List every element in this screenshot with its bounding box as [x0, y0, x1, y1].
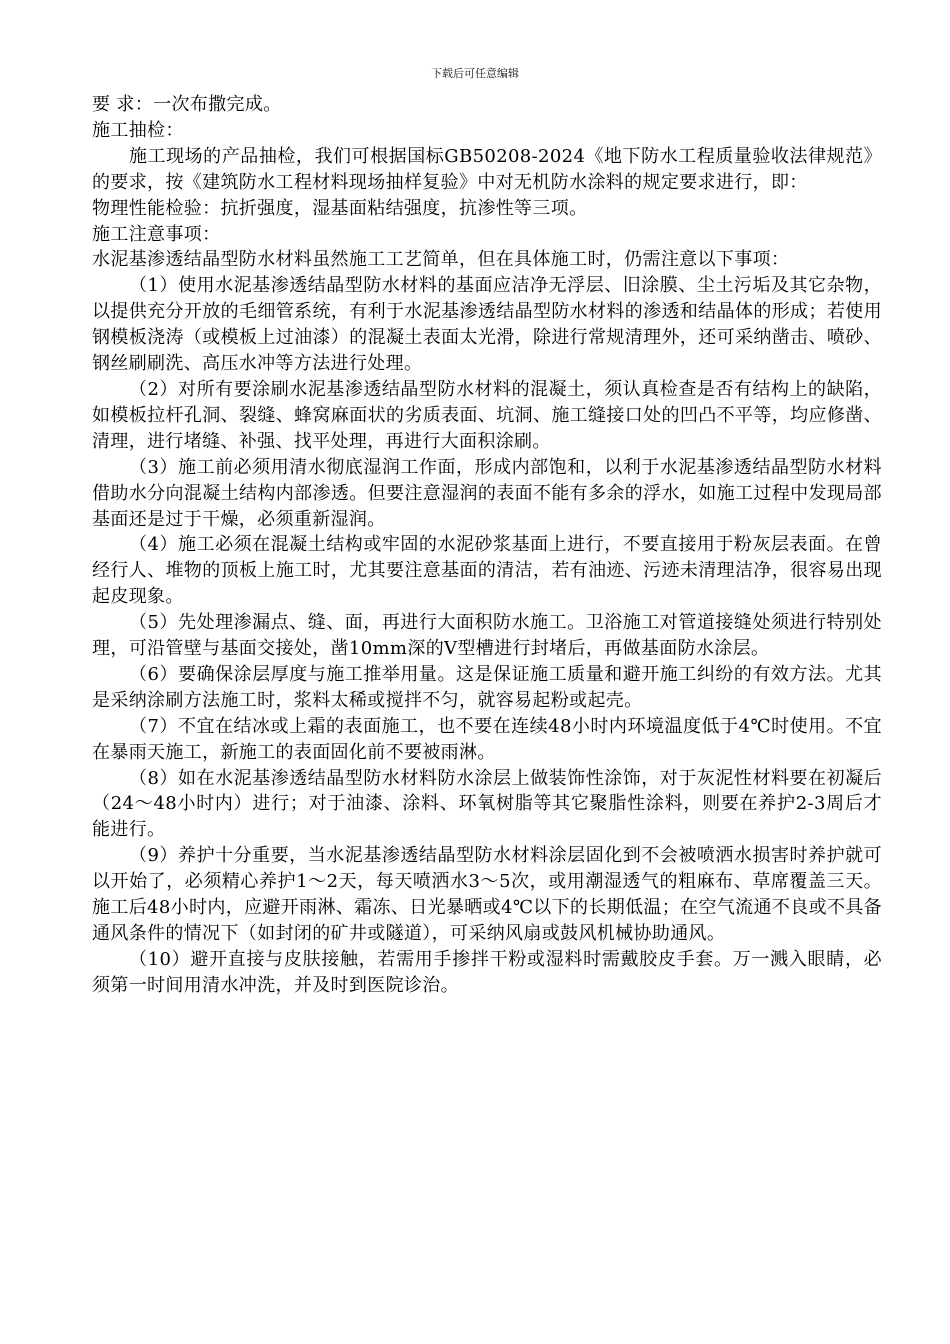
note-item-10: （10）避开直接与皮肤接触，若需用手掺拌干粉或湿料时需戴胶皮手套。万一溅入眼睛，必须第一时间用清水冲洗，并及时到医院诊治。	[92, 948, 882, 996]
note-item-6: （6）要确保涂层厚度与施工推举用量。这是保证施工质量和避开施工纠纷的有效方法。尤其是采纳涂刷方法施工时，浆料太稀或搅拌不匀，就容易起粉或起壳。	[92, 663, 882, 711]
note-item-2: （2）对所有要涂刷水泥基渗透结晶型防水材料的混凝土，须认真检查是否有结构上的缺陷，如模板拉杆孔洞、裂缝、蜂窝麻面状的劣质表面、坑洞、施工缝接口处的凹凸不平等，均应修凿、清理，进行堵缝、补强、找平处理，再进行大面积涂刷。	[92, 378, 882, 452]
note-item-5: （5）先处理渗漏点、缝、面，再进行大面积防水施工。卫浴施工对管道接缝处须进行特别处理，可沿管壁与基面交接处，凿10mm深的V型槽进行封堵后，再做基面防水涂层。	[92, 612, 882, 660]
document-body	[92, 92, 882, 999]
note-item-7: （7）不宜在结冰或上霜的表面施工，也不要在连续48小时内环境温度低于4℃时使用。不宜在暴雨天施工，新施工的表面固化前不要被雨淋。	[92, 715, 882, 763]
requirement-line: 要 求：一次布撒完成。	[92, 94, 282, 115]
inspection-paragraph: 施工现场的产品抽检，我们可根据国标GB50208-2024《地下防水工程质量验收法律规范》的要求，按《建筑防水工程材料现场抽样复验》中对无机防水涂料的规定要求进行，即：	[92, 145, 882, 193]
note-item-3: （3）施工前必须用清水彻底湿润工作面，形成内部饱和，以利于水泥基渗透结晶型防水材料借助水分向混凝土结构内部渗透。但要注意湿润的表面不能有多余的浮水，如施工过程中发现局部基面还是过于干燥，必须重新湿润。	[92, 456, 882, 530]
notes-heading: 施工注意事项：	[92, 223, 221, 245]
note-item-8: （8）如在水泥基渗透结晶型防水材料防水涂层上做装饰性涂饰，对于灰泥性材料要在初凝后（24～48小时内）进行；对于油漆、涂料、环氧树脂等其它聚脂性涂料，则要在养护2-3周后才能进行。	[92, 767, 882, 841]
note-item-9: （9）养护十分重要，当水泥基渗透结晶型防水材料涂层固化到不会被喷洒水损害时养护就可以开始了，必须精心养护1～2天，每天喷洒水3～5次，或用潮湿透气的粗麻布、草席覆盖三天。施工后48小时内，应避开雨淋、霜冻、日光暴晒或4℃以下的长期低温；在空气流通不良或不具备通风条件的情况下（如封闭的矿井或隧道），可采纳风扇或鼓风机械协助通风。	[92, 845, 882, 944]
note-item-4: （4）施工必须在混凝土结构或牢固的水泥砂浆基面上进行，不要直接用于粉灰层表面。在曾经行人、堆物的顶板上施工时，尤其要注意基面的清洁，若有油迹、污迹未清理洁净，很容易出现起皮现象。	[92, 534, 882, 608]
inspection-heading: 施工抽检：	[92, 119, 184, 141]
header-note: 下载后可任意编辑	[431, 67, 519, 80]
note-item-1: （1）使用水泥基渗透结晶型防水材料的基面应洁净无浮层、旧涂膜、尘土污垢及其它杂物，以提供充分开放的毛细管系统，有利于水泥基渗透结晶型防水材料的渗透和结晶体的形成；若使用钢模板浇涛（或模板上过油漆）的混凝土表面太光滑，除进行常规清理外，还可采纳凿击、喷砂、钢丝刷刷洗、高压水冲等方法进行处理。	[92, 275, 882, 375]
notes-intro: 水泥基渗透结晶型防水材料虽然施工工艺简单，但在具体施工时，仍需注意以下事项：	[92, 249, 790, 271]
physical-tests-line: 物理性能检验：抗折强度，湿基面粘结强度，抗渗性等三项。	[92, 197, 588, 219]
